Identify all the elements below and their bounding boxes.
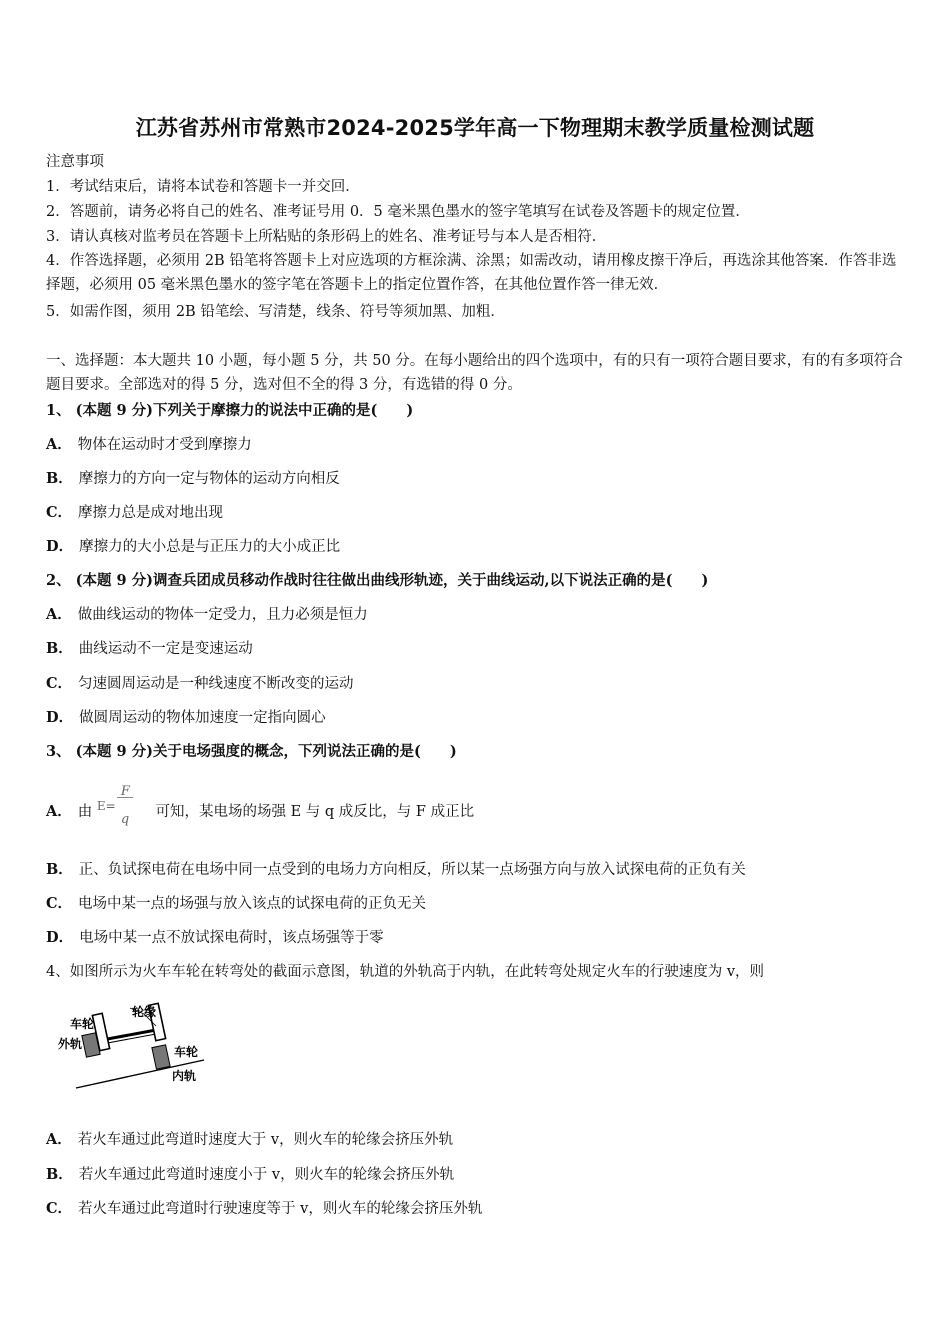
label-rim: 轮缘 bbox=[132, 1005, 157, 1019]
option-letter: C． bbox=[46, 1200, 73, 1217]
option-letter: B． bbox=[46, 861, 73, 878]
option-letter: D． bbox=[46, 929, 74, 946]
option-letter: C． bbox=[46, 504, 73, 521]
q1-option-a bbox=[46, 435, 252, 455]
notice-item-4: 4．作答选择题，必须用 2B 铅笔将答题卡上对应选项的方框涂满、涂黑；如需改动，请用橡皮擦干净后，再选涂其他答案．作答非选择题，必须用 05 毫米黑色墨水的签字笔在答题卡上的指定位置作答，在其他位置作答一律无效． bbox=[46, 253, 897, 293]
q1-option-b bbox=[46, 469, 340, 489]
option-letter: B． bbox=[46, 470, 73, 487]
q4-option-c bbox=[46, 1199, 482, 1219]
q3-stem: 3、 (本题 9 分)关于电场强度的概念，下列说法正确的是( ) bbox=[46, 743, 457, 760]
formula-lhs: E= bbox=[96, 799, 116, 813]
q4-option-a bbox=[46, 1130, 453, 1150]
q2-option-c bbox=[46, 674, 354, 694]
section-heading: 一、选择题：本大题共 10 小题，每小题 5 分，共 50 分。在每小题给出的四个选项中，有的只有一项符合题目要求，有的有多项符合题目要求。全部选对的得 5 分，选对但不全的得 3 分，有选错的得 0 分。 bbox=[46, 353, 903, 393]
page-title: 江苏省苏州市常熟市2024-2025学年高一下物理期末教学质量检测试题 bbox=[135, 116, 815, 140]
option-text-prefix: 由 bbox=[77, 804, 93, 820]
option-letter: C． bbox=[46, 675, 73, 692]
train-wheel-figure bbox=[56, 1000, 206, 1092]
q2-option-a bbox=[46, 605, 368, 625]
notice-item-3: 3．请认真核对监考员在答题卡上所粘贴的条形码上的姓名、准考证号与本人是否相符． bbox=[46, 229, 607, 245]
q3-option-d bbox=[46, 928, 384, 948]
q4-stem: 4、如图所示为火车车轮在转弯处的截面示意图，轨道的外轨高于内轨，在此转弯处规定火车的行驶速度为 v，则 bbox=[46, 964, 765, 980]
option-letter: A． bbox=[46, 803, 72, 820]
option-letter: D． bbox=[46, 709, 74, 726]
q2-stem: 2、 (本题 9 分)调查兵团成员移动作战时往往做出曲线形轨迹，关于曲线运动,以下说法正确的是( ) bbox=[46, 572, 709, 589]
option-text: 物体在运动时才受到摩擦力 bbox=[77, 437, 252, 453]
notice-item-2: 2．答题前，请务必将自己的姓名、准考证号用 0．5 毫米黑色墨水的签字笔填写在试卷及答题卡的规定位置． bbox=[46, 204, 750, 220]
q2-option-b bbox=[46, 639, 253, 659]
option-text: 电场中某一点不放试探电荷时，该点场强等于零 bbox=[79, 930, 384, 946]
field-strength-formula bbox=[96, 784, 151, 832]
notice-item-5: 5．如需作图，须用 2B 铅笔绘、写清楚，线条、符号等须加黑、加粗． bbox=[46, 304, 505, 320]
option-text: 电场中某一点的场强与放入该点的试探电荷的正负无关 bbox=[78, 896, 427, 912]
q4-option-b bbox=[46, 1165, 454, 1185]
q3-option-c bbox=[46, 894, 426, 914]
formula-denominator: q bbox=[120, 812, 130, 827]
q3-option-a bbox=[46, 784, 475, 832]
option-text: 摩擦力的大小总是与正压力的大小成正比 bbox=[79, 539, 341, 555]
label-wheel-right: 车轮 bbox=[174, 1045, 199, 1059]
option-letter: A． bbox=[46, 436, 72, 453]
option-text: 若火车通过此弯道时速度小于 v，则火车的轮缘会挤压外轨 bbox=[78, 1167, 455, 1183]
option-text: 正、负试探电荷在电场中同一点受到的电场力方向相反，所以某一点场强方向与放入试探电荷的正负有关 bbox=[78, 862, 746, 878]
label-outer-rail: 外轨 bbox=[58, 1037, 83, 1051]
label-inner-rail: 内轨 bbox=[172, 1069, 197, 1083]
option-text-suffix: 可知，某电场的场强 E 与 q 成反比，与 F 成正比 bbox=[155, 804, 475, 820]
option-letter: A． bbox=[46, 1131, 72, 1148]
notice-heading: 注意事项 bbox=[46, 154, 104, 170]
option-letter: B． bbox=[46, 1166, 73, 1183]
option-text: 曲线运动不一定是变速运动 bbox=[78, 641, 253, 657]
option-letter: C． bbox=[46, 895, 73, 912]
notice-item-1: 1．考试结束后，请将本试卷和答题卡一并交回． bbox=[46, 179, 360, 195]
option-text: 做圆周运动的物体加速度一定指向圆心 bbox=[79, 710, 326, 726]
formula-numerator: F bbox=[120, 784, 130, 799]
option-text: 若火车通过此弯道时行驶速度等于 v，则火车的轮缘会挤压外轨 bbox=[78, 1201, 483, 1217]
q1-option-c bbox=[46, 503, 223, 523]
q1-option-d bbox=[46, 537, 340, 557]
q2-option-d bbox=[46, 708, 326, 728]
option-letter: B． bbox=[46, 640, 73, 657]
option-text: 做曲线运动的物体一定受力，且力必须是恒力 bbox=[77, 607, 368, 623]
option-text: 若火车通过此弯道时速度大于 v，则火车的轮缘会挤压外轨 bbox=[77, 1132, 454, 1148]
option-text: 匀速圆周运动是一种线速度不断改变的运动 bbox=[78, 676, 354, 692]
fraction-bar bbox=[117, 797, 133, 798]
option-text: 摩擦力的方向一定与物体的运动方向相反 bbox=[78, 471, 340, 487]
q3-option-b bbox=[46, 860, 746, 880]
option-text: 摩擦力总是成对地出现 bbox=[78, 505, 224, 521]
option-letter: A． bbox=[46, 606, 72, 623]
label-wheel-left: 车轮 bbox=[70, 1017, 95, 1031]
option-letter: D． bbox=[46, 538, 74, 555]
q1-stem: 1、 (本题 9 分)下列关于摩擦力的说法中正确的是( ) bbox=[46, 402, 414, 419]
inner-rail bbox=[152, 1045, 170, 1069]
